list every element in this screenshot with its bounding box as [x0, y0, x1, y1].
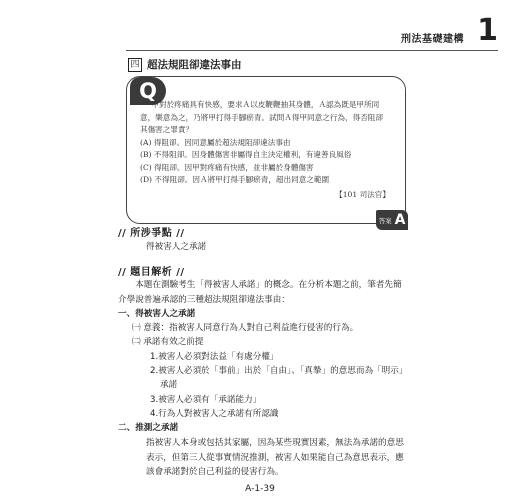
chapter-title: 刑法基礎建構	[401, 34, 464, 45]
related-item: 得被害人之承諾	[146, 242, 207, 252]
question-source: 【101 司法官】	[335, 189, 390, 199]
question-badge: Q	[130, 77, 166, 105]
chapter-number: 1	[477, 13, 498, 48]
related-heading: // 所涉爭點 //	[118, 228, 185, 239]
requirement-1: 1.被害人必須對法益「有處分權」	[150, 352, 279, 362]
analysis-intro: 本題在測驗考生「得被害人承諾」的概念。在分析本題之前，筆者先簡介學說普遍承認的三種超法規阻卻違法事由：	[118, 280, 402, 305]
requirement-4: 4.行為人對被害人之承諾有所認識	[150, 409, 279, 419]
section-number-box: 四	[128, 58, 142, 72]
requirement-3: 3.被害人必須有「承諾能力」	[150, 395, 262, 405]
requirement-2: 2.被害人必須於「事前」出於「自由」、「真摯」的意思而為「明示」	[150, 366, 408, 376]
header-rule	[126, 50, 498, 51]
section-title: 超法規阻卻違法事由	[147, 59, 242, 71]
presumed-consent-text: 指被害人本身或包括其家屬，因為某些現實因素，無法為承諾的意思表示，但第三人從事實情況推測，被害人如果能自己為意思表示，應該會承諾對於自己利益的侵害行為。	[146, 438, 404, 477]
section-heading	[128, 57, 242, 72]
option-a: (A) 得阻卻。因同意屬於超法規阻卻違法事由	[140, 137, 291, 147]
answer-label: 答案	[378, 216, 392, 225]
analysis-heading-2: 二、推測之承諾	[118, 423, 179, 433]
option-b: (B) 不得阻卻。因身體傷害非屬得自主決定權利，有違善良風俗	[140, 150, 352, 159]
option-d: (D) 不得阻卻。因Ａ將甲打得手腳瘀青，超出同意之範圍	[140, 175, 330, 184]
requirement-2-cont: 承諾	[160, 380, 178, 390]
answer-letter: A	[394, 212, 406, 228]
definition-line: ㈠ 意義：指被害人同意行為人對自己利益進行侵害的行為。	[132, 323, 359, 333]
prerequisite-heading: ㈡ 承諾有效之前提	[132, 337, 204, 347]
question-body	[140, 99, 390, 201]
question-stem: 甲對於疼痛具有快感，要求Ａ以皮鞭鞭抽其身體，Ａ認為既是甲所同意，樂意為之，乃將甲打得手腳瘀青。試問Ａ得甲同意之行為，得否阻卻其傷害之罪責？	[140, 100, 383, 134]
option-c: (C) 得阻卻。因甲對疼痛有快感，並非屬於身體傷害	[140, 162, 314, 172]
analysis-heading: // 題目解析 //	[118, 267, 185, 278]
analysis-heading-1: 一、得被害人之承諾	[118, 309, 196, 319]
answer-badge	[376, 210, 408, 230]
page-number: A-1-39	[245, 484, 275, 494]
